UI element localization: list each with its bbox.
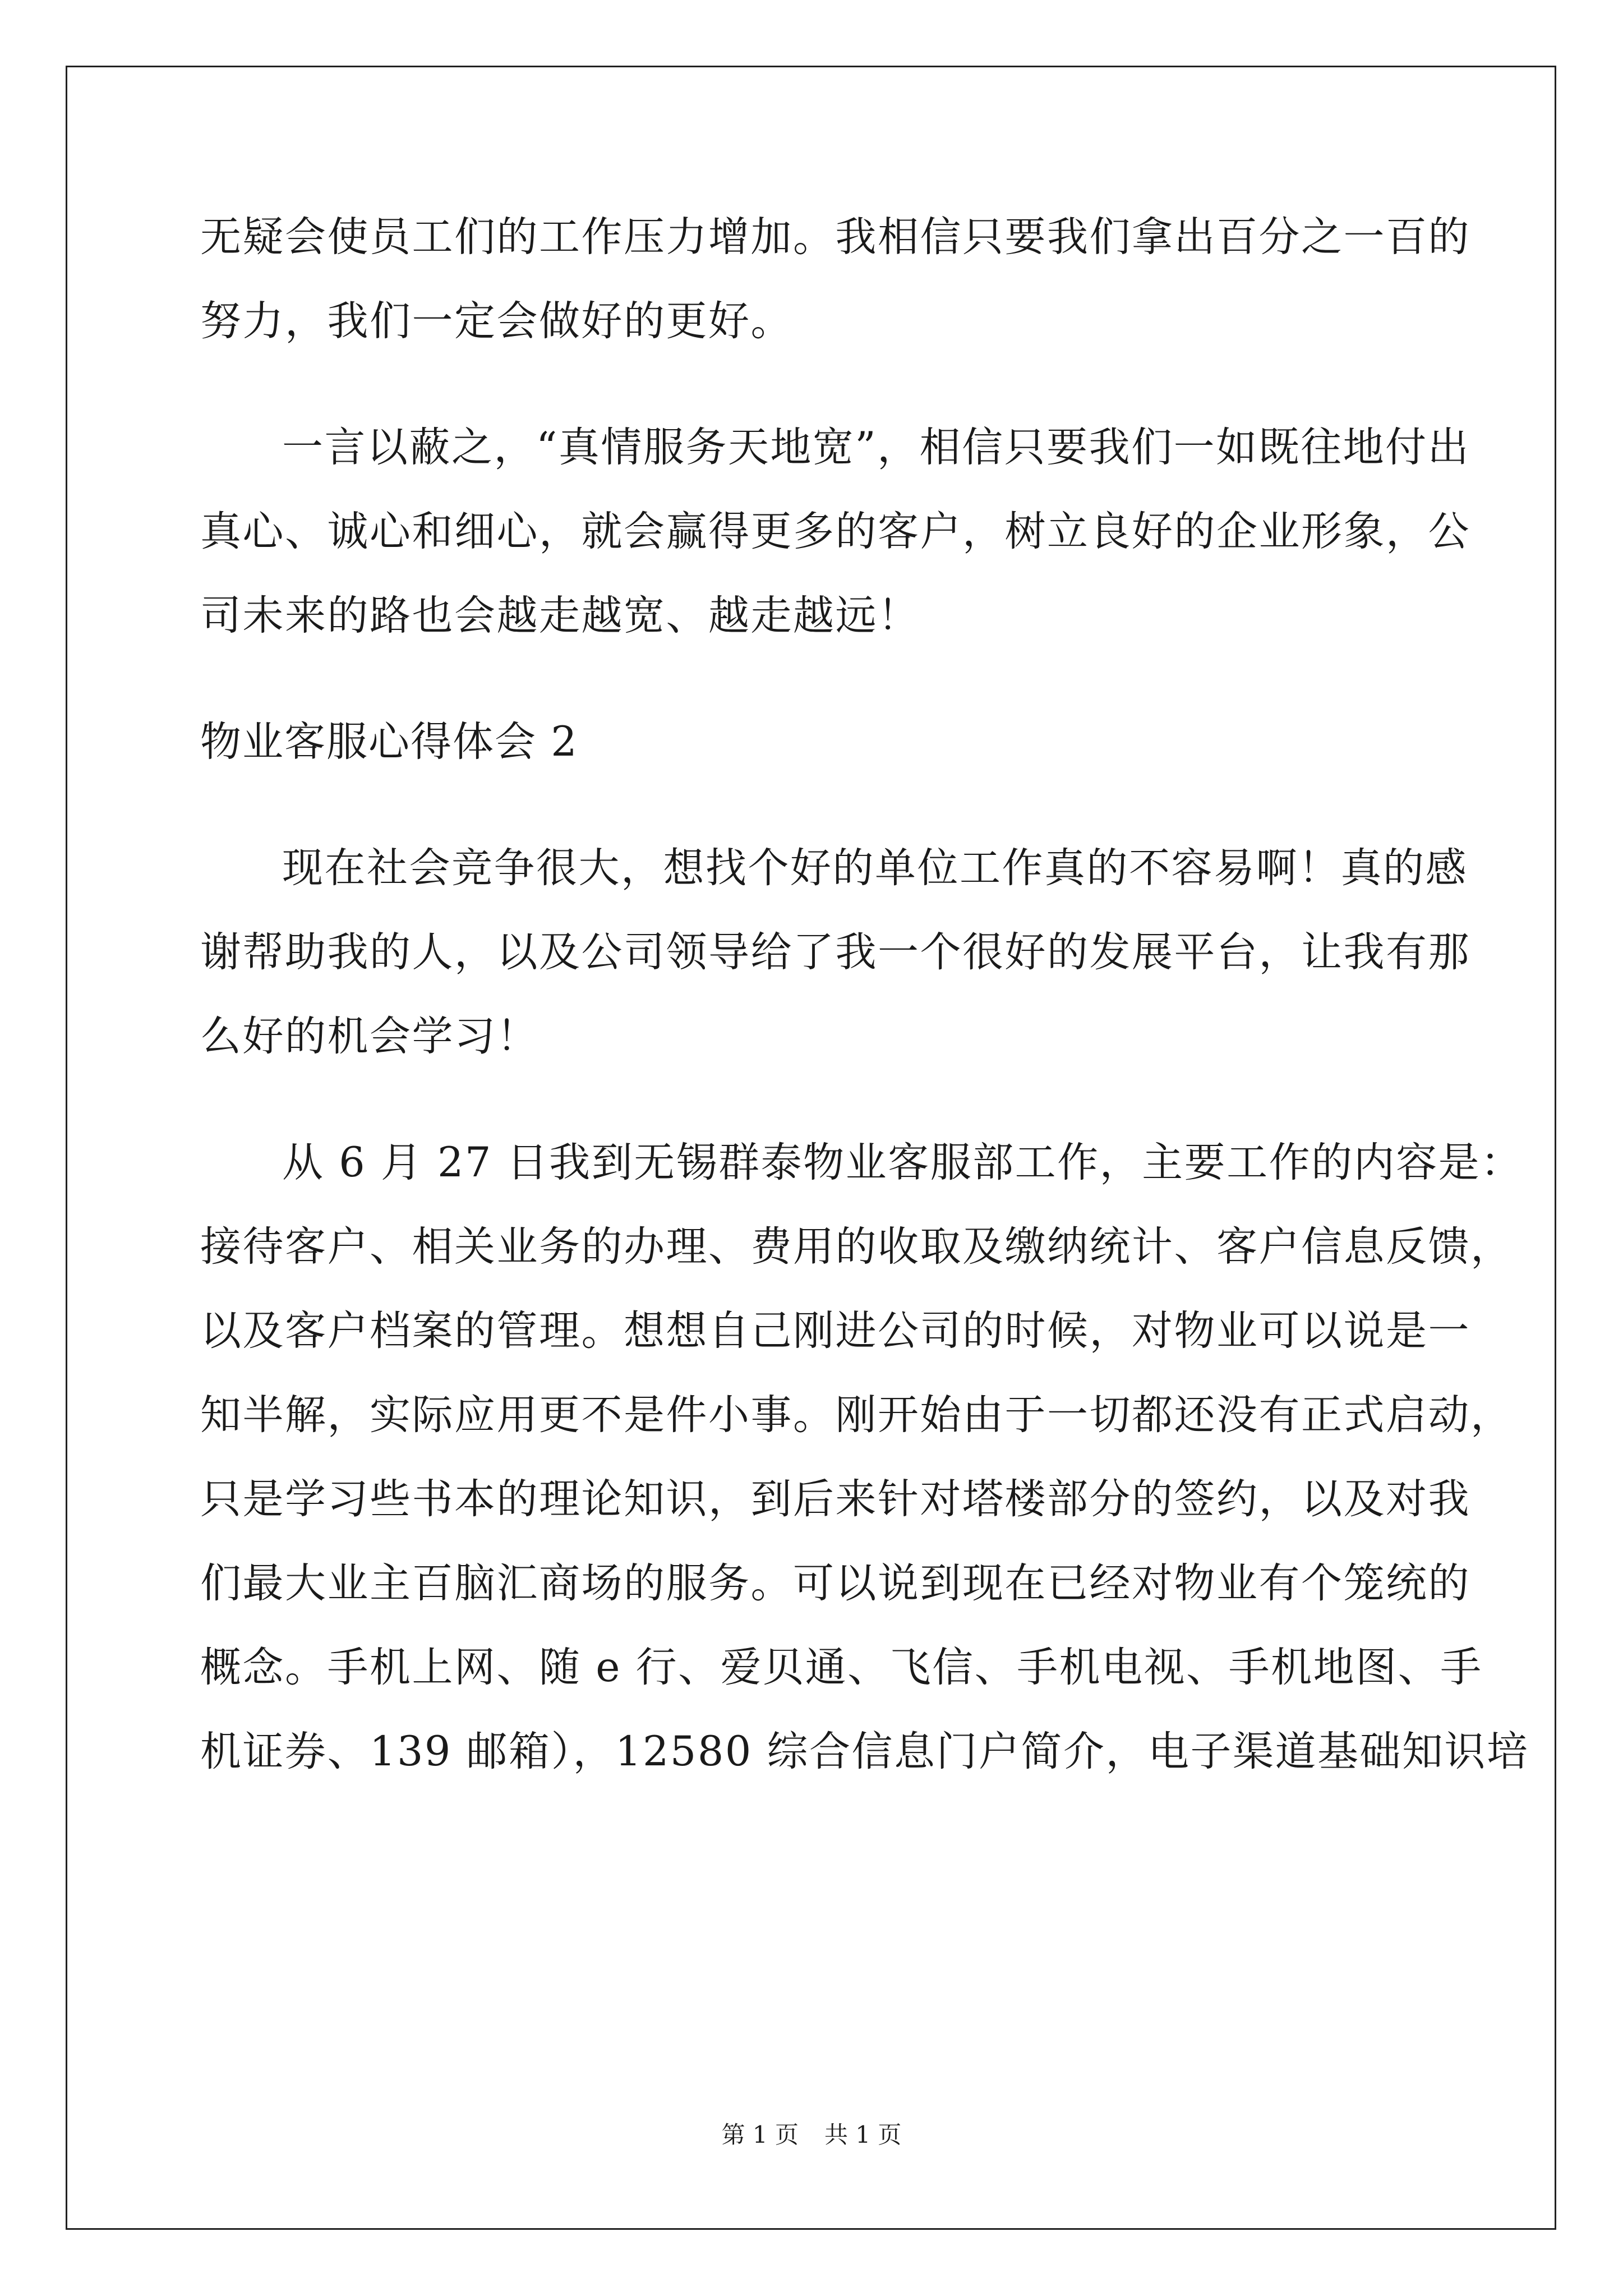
page-footer (0, 2119, 1623, 2151)
text-line: 只是学习些书本的理论知识，到后来针对塔楼部分的签约，以及对我 (200, 1475, 1470, 1523)
text-line: 无疑会使员工们的工作压力增加。我相信只要我们拿出百分之一百的 (200, 213, 1470, 261)
page-number: 第 1 页 (721, 2121, 799, 2148)
text-line: 真心、诚心和细心，就会赢得更多的客户，树立良好的企业形象，公 (200, 508, 1470, 555)
text-line: 谢帮助我的人，以及公司领导给了我一个很好的发展平台，让我有那 (200, 928, 1470, 976)
text-line: 概念。手机上网、随 e 行、爱贝通、飞信、手机电视、手机地图、手 (200, 1644, 1483, 1691)
text-line: 努力，我们一定会做好的更好。 (200, 297, 793, 345)
text-line: 以及客户档案的管理。想想自己刚进公司的时候，对物业可以说是一 (200, 1307, 1470, 1355)
text-line: 们最大业主百脑汇商场的服务。可以说到现在已经对物业有个笼统的 (200, 1559, 1470, 1607)
paragraph-start-line: 一言以蔽之，“真情服务天地宽”，相信只要我们一如既往地付出 (282, 424, 1470, 471)
text-line: 么好的机会学习！ (200, 1013, 539, 1060)
text-line: 机证券、139 邮箱），12580 综合信息门户简介，电子渠道基础知识培 (200, 1728, 1529, 1775)
text-line: 接待客户、相关业务的办理、费用的收取及缴纳统计、客户信息反馈， (200, 1223, 1513, 1271)
paragraph-start-line: 从 6 月 27 日我到无锡群泰物业客服部工作，主要工作的内容是： (282, 1139, 1523, 1186)
section-heading: 物业客服心得体会 2 (200, 718, 578, 766)
paragraph-start-line: 现在社会竞争很大，想找个好的单位工作真的不容易啊！真的感 (282, 844, 1468, 892)
text-line: 知半解，实际应用更不是件小事。刚开始由于一切都还没有正式启动， (200, 1391, 1513, 1439)
page-total: 共 1 页 (824, 2121, 902, 2148)
text-line: 司未来的路也会越走越宽、越走越远！ (200, 592, 920, 639)
